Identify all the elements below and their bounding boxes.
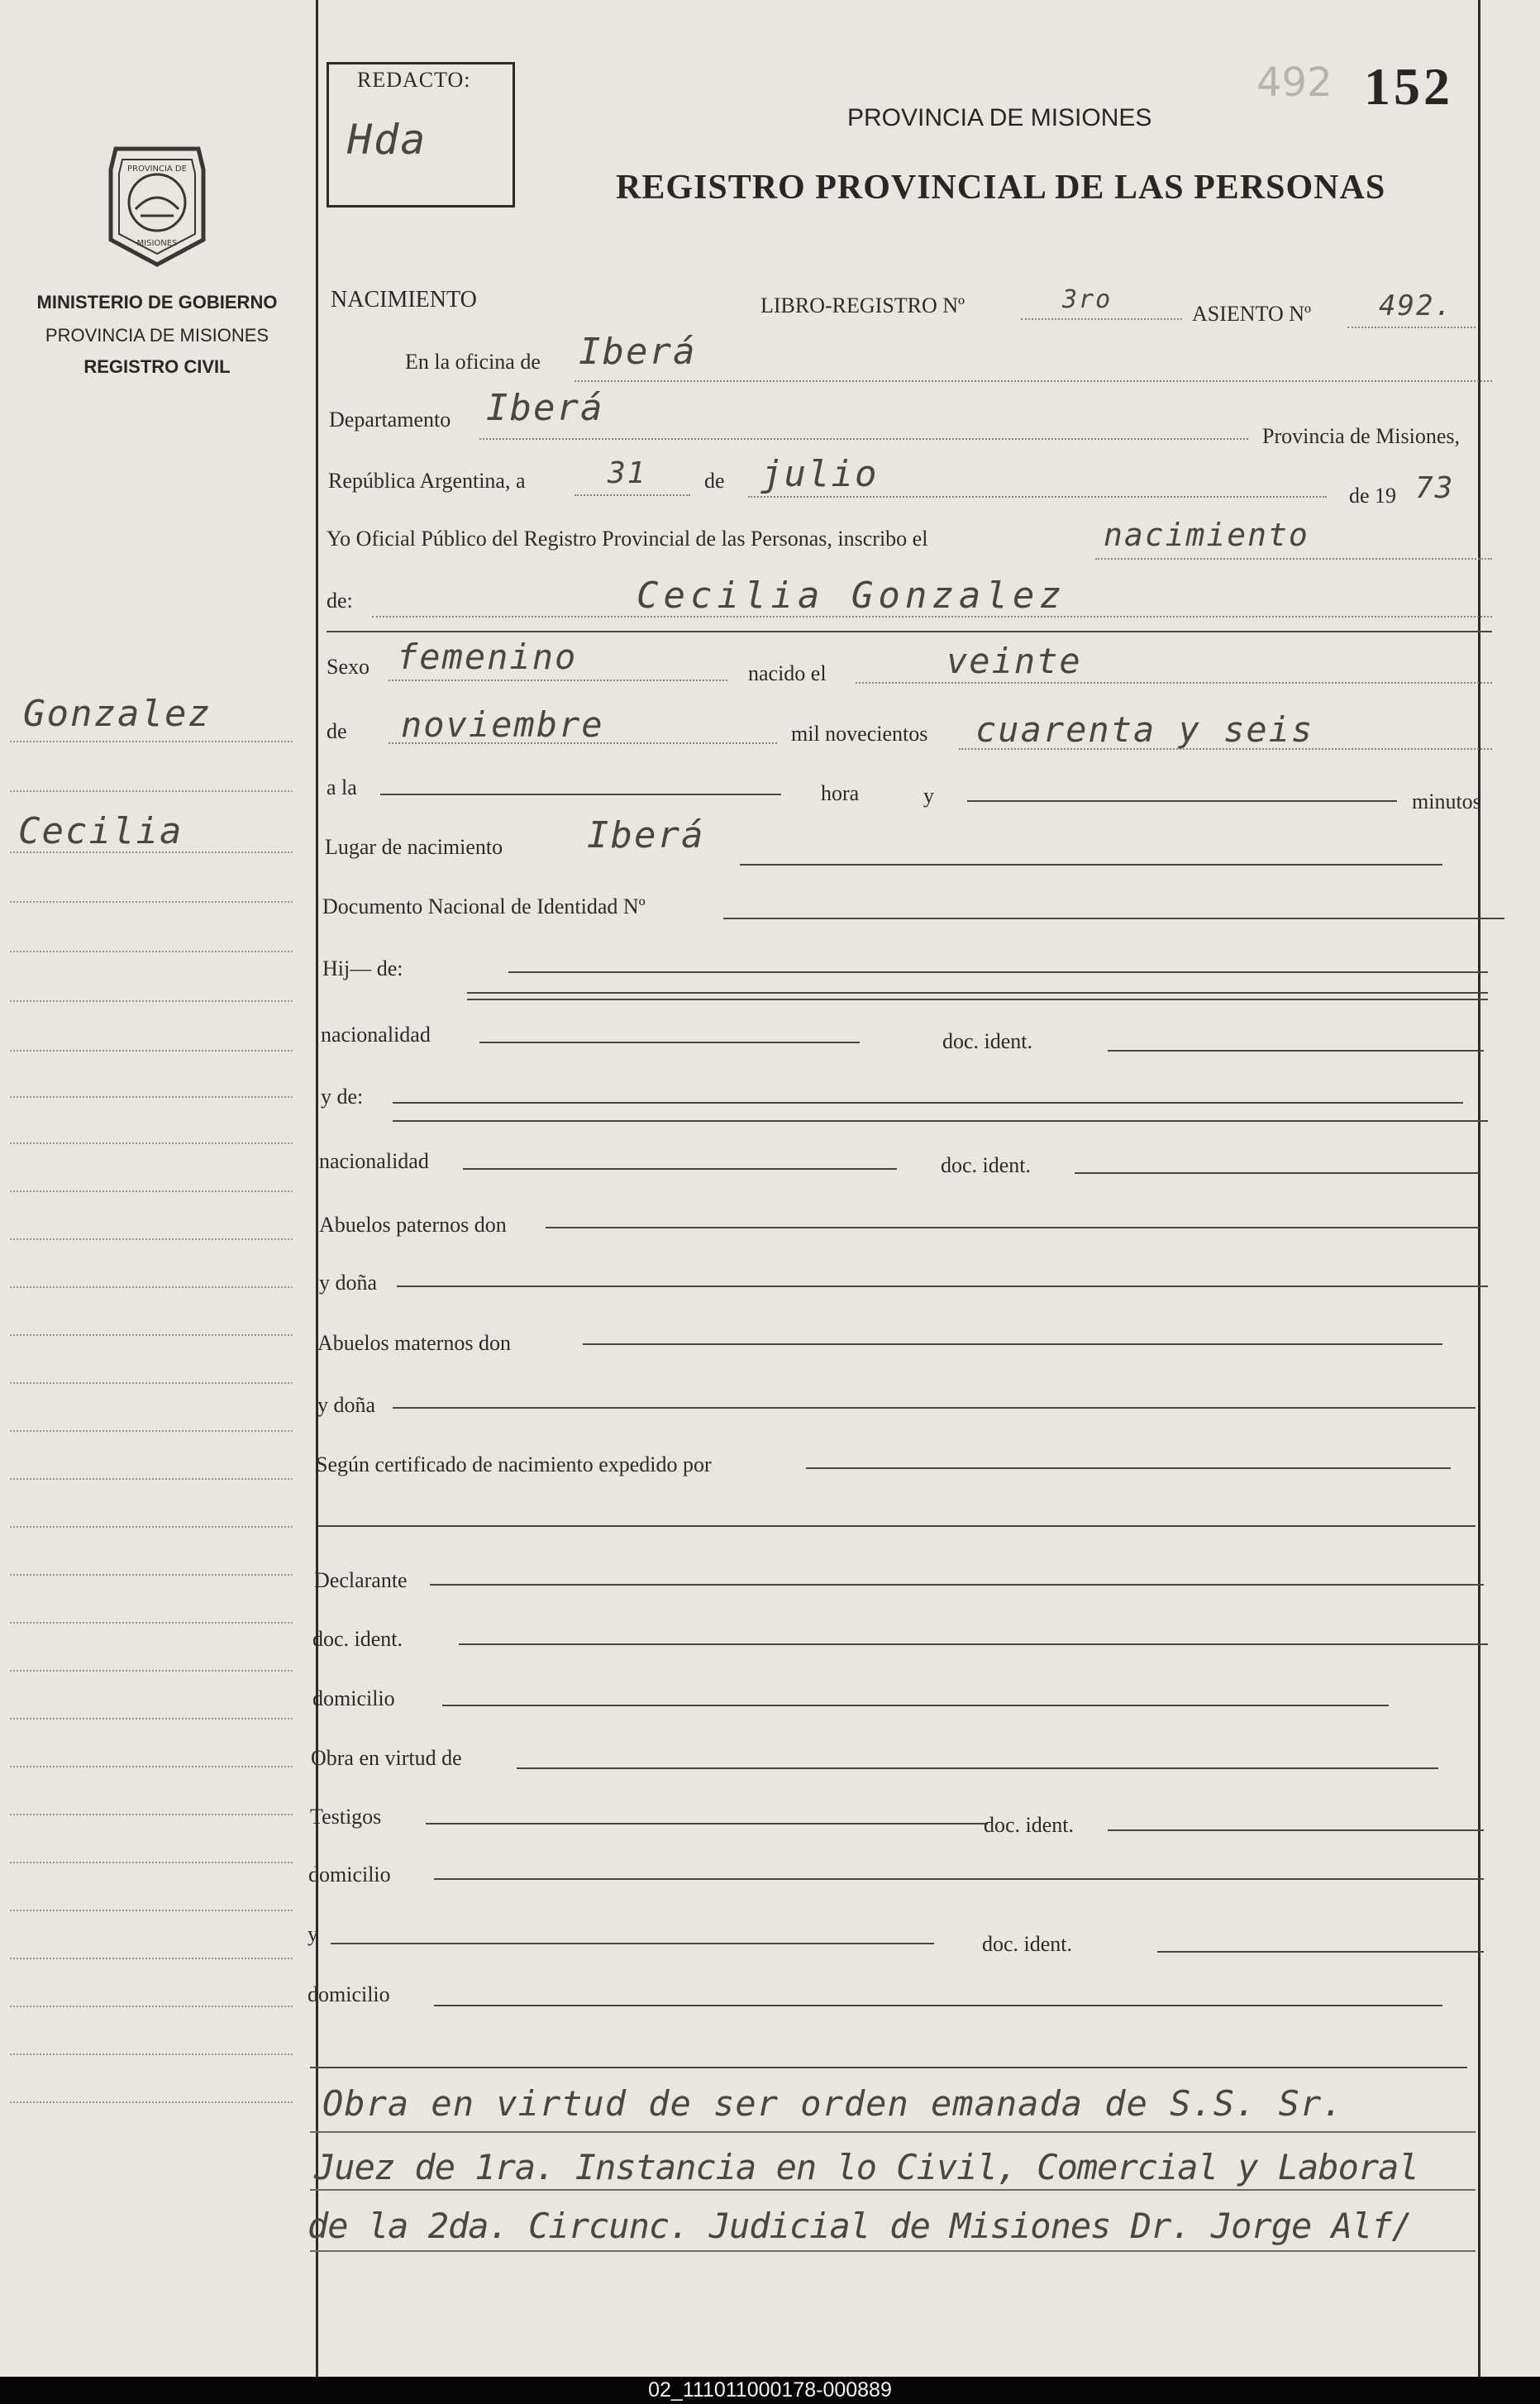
- margin-line: [10, 1910, 293, 1911]
- oficial-value: nacimiento: [1104, 517, 1309, 553]
- margin-line: [10, 1190, 293, 1192]
- hour-line: [380, 794, 781, 795]
- day-line: [575, 494, 690, 496]
- y2-label: y: [308, 1922, 318, 1946]
- segun-line: [806, 1467, 1451, 1469]
- nacido-value: veinte: [946, 641, 1082, 681]
- domicilio3-label: domicilio: [308, 1982, 390, 2006]
- docident4-label: doc. ident.: [984, 1813, 1075, 1837]
- docident3-line: [459, 1643, 1488, 1645]
- seal-bottom-text: MISIONES: [136, 239, 178, 248]
- left-margin-rule: [316, 0, 318, 2377]
- month-birth-line: [389, 742, 777, 744]
- lugar-value: Iberá: [587, 814, 705, 856]
- margin-line: [10, 1718, 293, 1720]
- margin-line: [10, 951, 293, 952]
- ydona2-line: [393, 1407, 1476, 1409]
- y2-line: [331, 1943, 934, 1944]
- domicilio3-line: [434, 2005, 1442, 2006]
- departamento-label: Departamento: [329, 408, 451, 432]
- note-line-2: Juez de 1ra. Instancia en lo Civil, Comercial y Laboral: [314, 2147, 1418, 2187]
- name-line: [372, 616, 1492, 618]
- ala-label: a la: [327, 775, 357, 799]
- redacto-signature: Hda: [347, 116, 427, 164]
- asiento-value: 492.: [1379, 289, 1453, 322]
- oficina-label: En la oficina de: [405, 350, 541, 374]
- oficial-label: Yo Oficial Público del Registro Provincial de las Personas, inscribo el: [327, 527, 928, 551]
- margin-surname: Gonzalez: [23, 693, 212, 735]
- note-rule-1: [310, 2131, 1476, 2133]
- nacionalidad2-label: nacionalidad: [319, 1149, 429, 1173]
- note-line-3: de la 2da. Circunc. Judicial de Misiones Dr. Jorge Alf/: [308, 2206, 1412, 2246]
- oficina-line: [575, 380, 1492, 382]
- ydona2-label: y doña: [317, 1393, 376, 1417]
- departamento-value: Iberá: [486, 387, 604, 429]
- nacionalidad-label: nacionalidad: [321, 1023, 431, 1047]
- docident2-label: doc. ident.: [941, 1153, 1032, 1177]
- hijo-label: Hij— de:: [322, 956, 403, 980]
- de-label: de: [704, 469, 725, 493]
- sexo-value: femenino: [397, 637, 578, 677]
- asiento-line: [1347, 327, 1476, 328]
- nacionalidad2-line: [463, 1168, 897, 1170]
- abuelos-pat-label: Abuelos paternos don: [319, 1213, 507, 1237]
- abuelos-mat-label: Abuelos maternos don: [317, 1331, 511, 1355]
- margin-line: [10, 1334, 293, 1336]
- obra-label: Obra en virtud de: [311, 1746, 462, 1770]
- docident-line: [1108, 1050, 1484, 1052]
- ydona1-label: y doña: [319, 1271, 378, 1295]
- page-number: 152: [1364, 57, 1453, 116]
- obra-line: [517, 1767, 1438, 1769]
- margin-line: [10, 1526, 293, 1528]
- margin-line: [10, 851, 293, 853]
- margin-line: [10, 1958, 293, 1959]
- libro-line: [1021, 318, 1182, 320]
- docident-label: doc. ident.: [942, 1029, 1033, 1053]
- y-label: y: [923, 784, 934, 808]
- docident3-label: doc. ident.: [312, 1627, 403, 1651]
- margin-line: [10, 1574, 293, 1576]
- margin-line: [10, 1238, 293, 1240]
- registrant-name: Cecilia Gonzalez: [637, 575, 1066, 617]
- lugar-line: [740, 864, 1442, 866]
- margin-line: [10, 1814, 293, 1815]
- oficina-value: Iberá: [579, 331, 697, 373]
- provincia-label: Provincia de Misiones,: [1262, 424, 1461, 448]
- year-birth-line: [959, 748, 1492, 750]
- hijo-rule-2: [467, 999, 1488, 1000]
- record-type-label: NACIMIENTO: [331, 287, 477, 312]
- declarante-label: Declarante: [314, 1568, 408, 1592]
- margin-line: [10, 1050, 293, 1052]
- domicilio2-line: [434, 1878, 1484, 1880]
- month-value: julio: [760, 453, 879, 495]
- margin-line: [10, 790, 293, 792]
- de3-label: de: [327, 719, 347, 743]
- nacido-label: nacido el: [748, 661, 827, 685]
- margin-line: [10, 901, 293, 903]
- oficial-line: [1095, 558, 1492, 560]
- minutes-line: [967, 800, 1397, 802]
- day-value: 31: [608, 456, 647, 490]
- name-rule: [327, 631, 1492, 632]
- redacto-label: REDACTO:: [357, 68, 471, 92]
- image-id-footer: 02_111011000178-000889: [0, 2377, 1540, 2404]
- testigos-line: [426, 1823, 988, 1824]
- documento-label: Documento Nacional de Identidad Nº: [322, 894, 646, 918]
- yde-line: [393, 1102, 1463, 1104]
- domicilio1-line: [442, 1705, 1389, 1706]
- documento-line: [723, 918, 1504, 919]
- domicilio2-label: domicilio: [308, 1863, 391, 1886]
- margin-line: [10, 1096, 293, 1098]
- province-label: PROVINCIA DE MISIONES: [45, 325, 269, 346]
- note-line-1: Obra en virtud de ser orden emanada de S.S. Sr.: [322, 2083, 1344, 2124]
- margin-line: [10, 2101, 293, 2103]
- libro-label: LIBRO-REGISTRO Nº: [760, 293, 965, 317]
- departamento-line: [479, 438, 1248, 440]
- yde-rule: [393, 1120, 1488, 1122]
- margin-line: [10, 2053, 293, 2055]
- margin-line: [10, 1000, 293, 1002]
- nacionalidad-line: [479, 1042, 860, 1043]
- abuelos-mat-line: [583, 1343, 1442, 1345]
- minutos-label: minutos: [1412, 789, 1481, 813]
- margin-line: [10, 1670, 293, 1672]
- yde-label: y de:: [321, 1085, 364, 1109]
- year-label: de 19: [1349, 484, 1397, 508]
- margin-line: [10, 1142, 293, 1144]
- margin-line: [10, 1382, 293, 1384]
- docident4-line: [1108, 1829, 1484, 1831]
- notes-rule: [310, 2067, 1467, 2068]
- docident2-line: [1075, 1172, 1480, 1174]
- libro-value: 3ro: [1062, 285, 1113, 314]
- year-value: 73: [1415, 471, 1455, 505]
- declarante-line: [430, 1584, 1484, 1586]
- segun-label: Según certificado de nacimiento expedido por: [316, 1452, 712, 1476]
- testigos-label: Testigos: [310, 1805, 382, 1829]
- margin-line: [10, 1862, 293, 1863]
- sexo-line: [389, 680, 727, 681]
- month-line: [748, 496, 1327, 498]
- de2-label: de:: [327, 589, 353, 613]
- civil-registry-label: REGISTRO CIVIL: [83, 356, 231, 377]
- margin-given-name: Cecilia: [18, 810, 184, 852]
- segun-line-2: [318, 1525, 1476, 1527]
- asiento-label: ASIENTO Nº: [1192, 302, 1312, 326]
- month-birth-value: noviembre: [401, 704, 604, 745]
- margin-line: [10, 2006, 293, 2007]
- hijo-rule: [467, 992, 1488, 994]
- margin-line: [10, 1430, 293, 1432]
- docident5-line: [1157, 1951, 1484, 1953]
- province-title: PROVINCIA DE MISIONES: [847, 104, 1152, 131]
- margin-line: [10, 1478, 293, 1480]
- right-margin-rule: [1478, 0, 1480, 2377]
- lugar-label: Lugar de nacimiento: [325, 835, 503, 859]
- seal-top-text: PROVINCIA DE: [127, 165, 187, 174]
- note-rule-3: [310, 2250, 1476, 2252]
- ministry-label: MINISTERIO DE GOBIERNO: [36, 292, 278, 312]
- abuelos-pat-line: [546, 1227, 1480, 1228]
- ydona1-line: [397, 1285, 1488, 1287]
- margin-line: [10, 1622, 293, 1624]
- margin-line: [10, 1766, 293, 1767]
- nacido-line: [856, 682, 1492, 684]
- hijo-line: [508, 971, 1488, 973]
- pencil-number: 492: [1256, 60, 1333, 106]
- provincial-seal-icon: [99, 136, 215, 269]
- docident5-label: doc. ident.: [982, 1932, 1073, 1956]
- margin-line: [10, 1286, 293, 1288]
- mil-label: mil novecientos: [791, 722, 928, 746]
- republica-label: República Argentina, a: [328, 469, 526, 493]
- registry-title: REGISTRO PROVINCIAL DE LAS PERSONAS: [616, 169, 1386, 207]
- sexo-label: Sexo: [327, 655, 370, 679]
- margin-line: [10, 741, 293, 742]
- hora-label: hora: [821, 781, 860, 805]
- note-rule-2: [310, 2189, 1476, 2191]
- domicilio1-label: domicilio: [312, 1686, 395, 1710]
- year-birth-value: cuarenta y seis: [975, 709, 1314, 750]
